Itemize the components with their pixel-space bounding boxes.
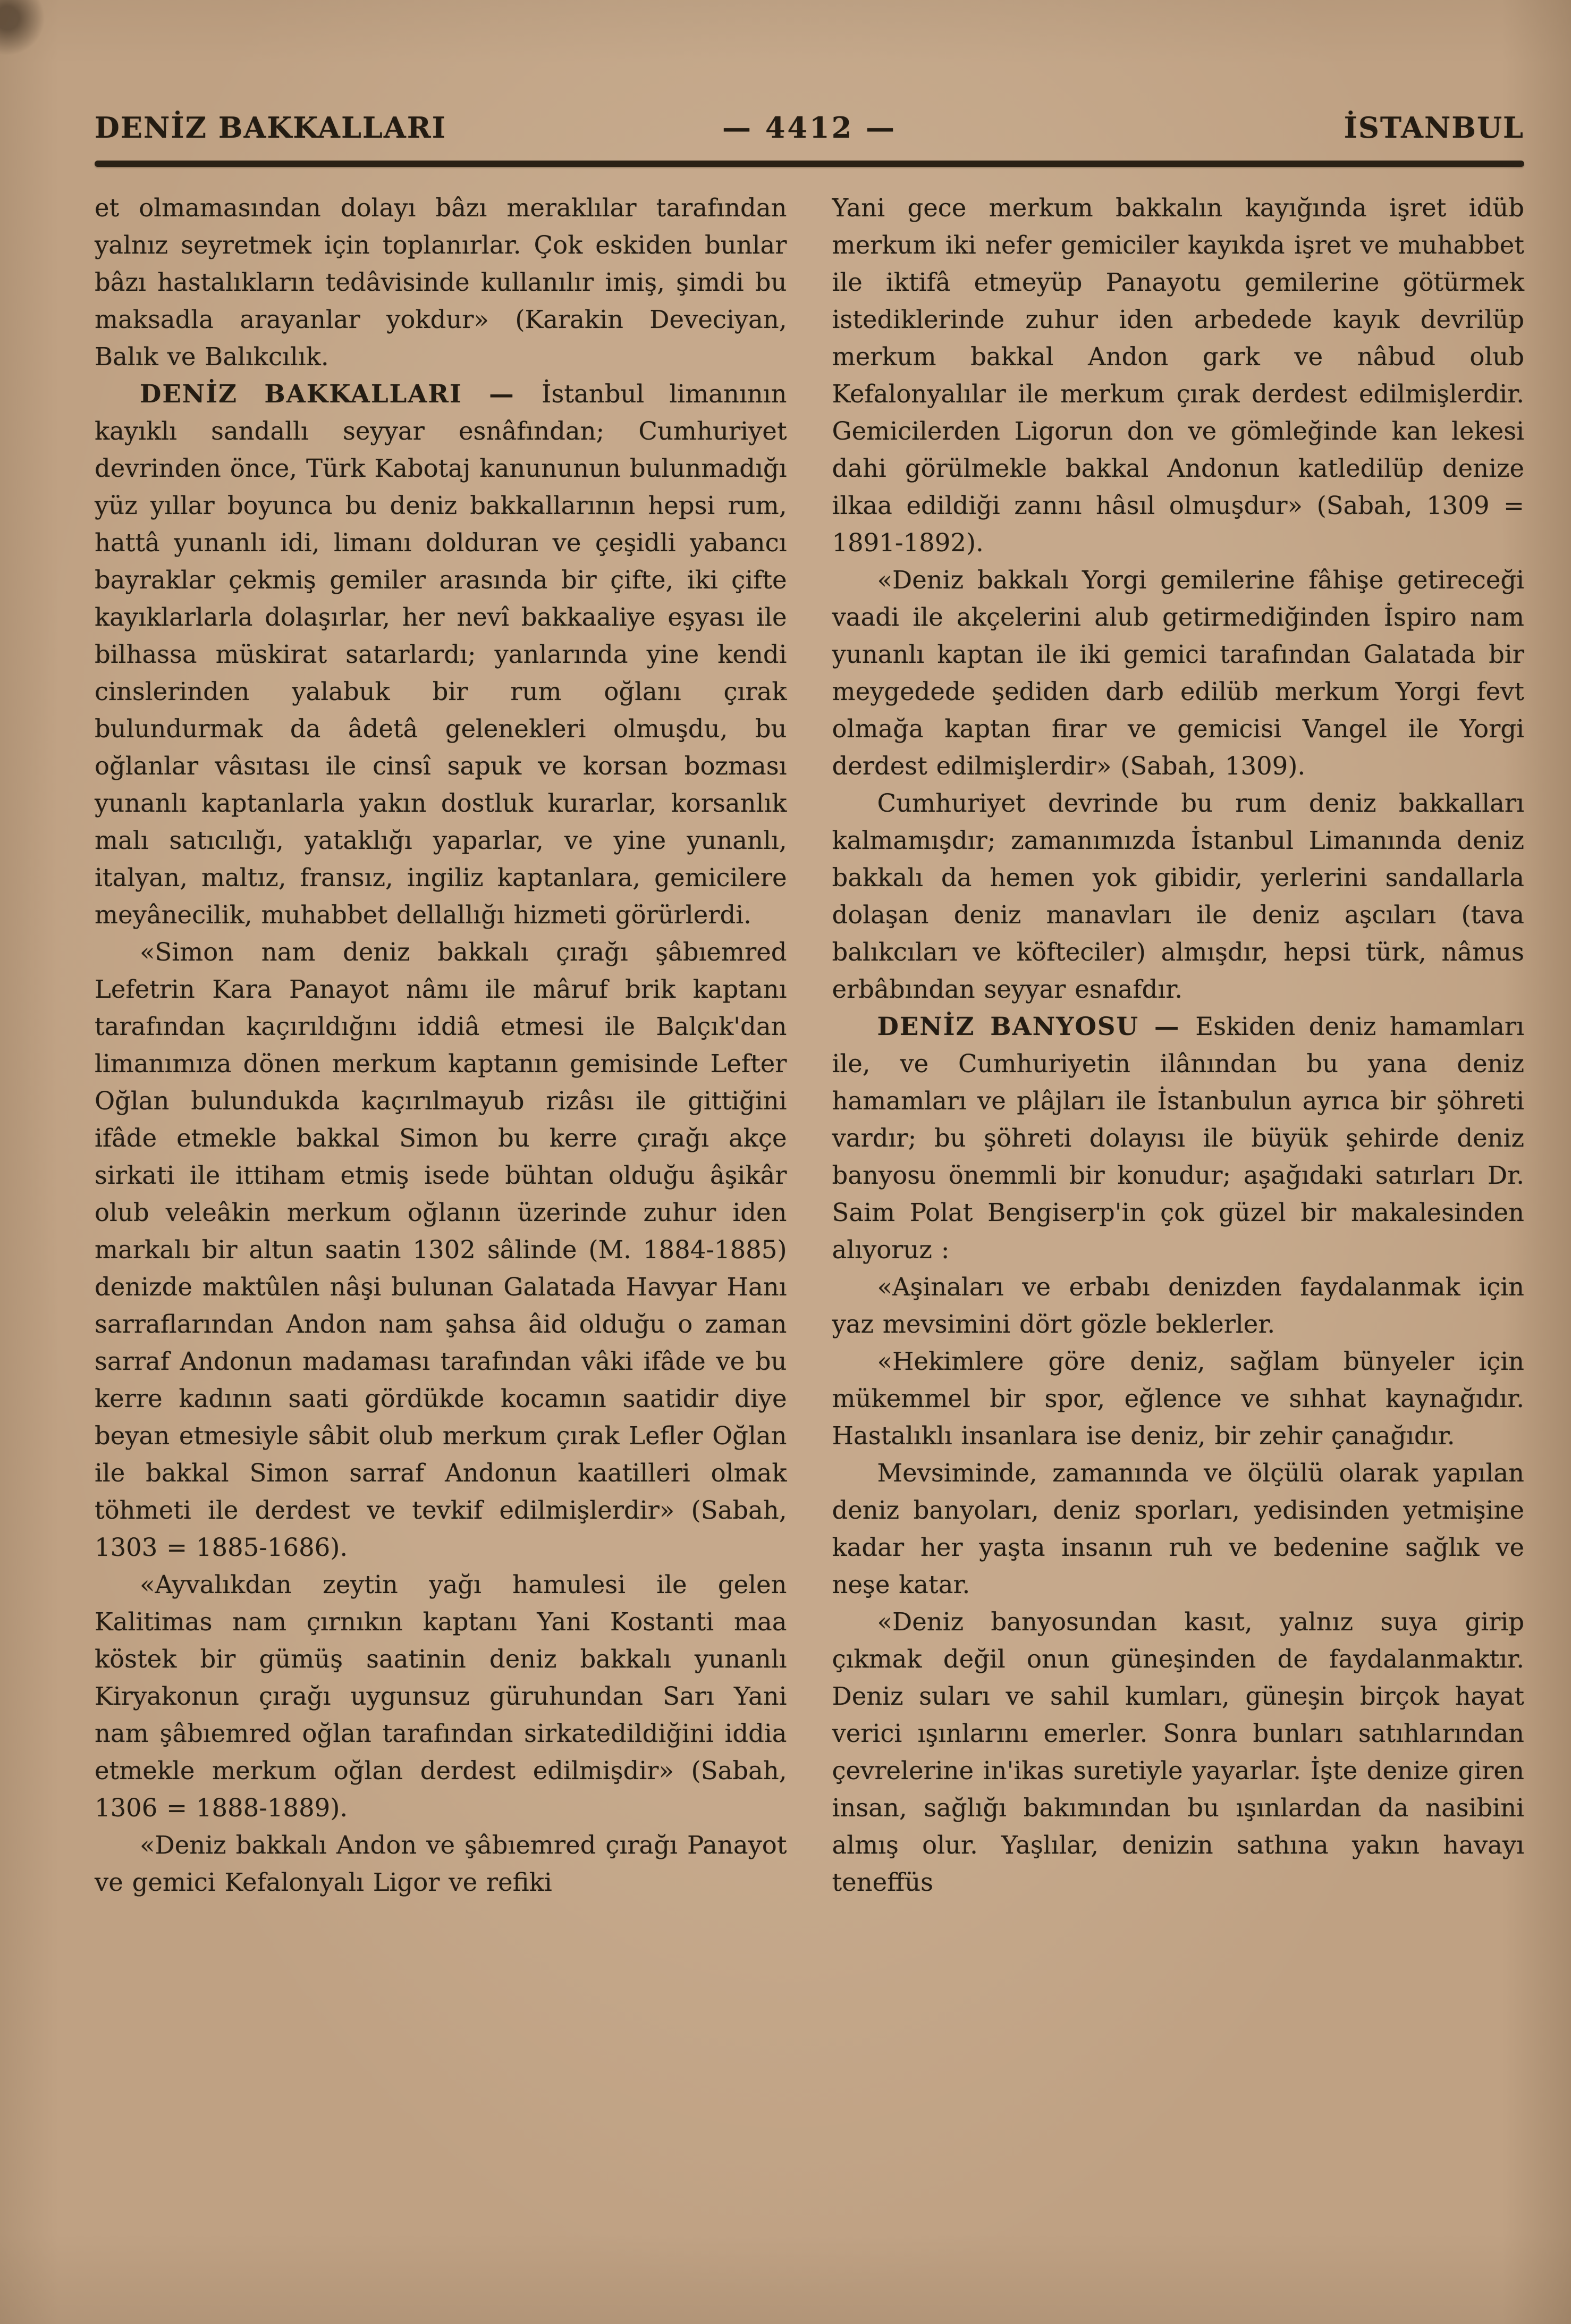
- entry-heading: DENİZ BAKKALLARI —: [140, 379, 542, 408]
- paragraph: [832, 561, 1525, 785]
- paragraph: [832, 785, 1525, 1008]
- paragraph-text: Eskiden deniz hamamları ile, ve Cumhuriyetin ilânından bu yana deniz hamamları ve plâjları ile İstanbulun ayrıca bir şöhreti vardır; bu şöhreti dolayısı ile büyük şehirde deniz banyosu önemmli bir konudur; aşağıdaki satırları Dr. Saim Polat Bengiserp'in çok güzel bir makalesinden alıyoruz :: [832, 1012, 1525, 1264]
- paragraph-text: et olmamasından dolayı bâzı meraklılar tarafından yalnız seyretmek için toplanırlar. Çok eskiden bunlar bâzı hastalıkların tedâvisinde kullanılır imiş, şimdi bu maksadla arayanlar yokdur» (Karakin Deveciyan, Balık ve Balıkcılık.: [95, 193, 787, 371]
- paragraph-text: Yani gece merkum bakkalın kayığında işret idüb merkum iki nefer gemiciler kayıkda işret ve muhabbet ile iktifâ etmeyüp Panayotu gemilerine götürmek istediklerinde zuhur iden arbedede kayık devrilüp merkum bakkal Andon gark ve nâbud olub Kefalonyalılar ile merkum çırak derdest edilmişlerdir. Gemicilerden Ligorun don ve gömleğinde kan lekesi dahi görülmekle bakkal Andonun katledilüp denize ilkaa edildiği zannı hâsıl olmuşdur» (Sabah, 1309 = 1891-1892).: [832, 193, 1524, 557]
- paragraph-text: «Aşinaları ve erbabı denizden faydalanmak için yaz mevsimini dört gözle beklerler.: [832, 1273, 1524, 1338]
- running-header: [95, 111, 1524, 145]
- running-title: DENİZ BAKKALLARI: [95, 111, 446, 145]
- paragraph-text: Mevsiminde, zamanında ve ölçülü olarak yapılan deniz banyoları, deniz sporları, yedisinden yetmişine kadar her yaşta insanın ruh ve bedenine sağlık ve neşe katar.: [832, 1459, 1524, 1599]
- paragraph-text: «Hekimlere göre deniz, sağlam bünyeler için mükemmel bir spor, eğlence ve sıhhat kaynağıdır. Hastalıklı insanlara ise deniz, bir zehir çanağıdır.: [832, 1347, 1524, 1450]
- paragraph: [95, 933, 787, 1566]
- header-rule: [95, 161, 1524, 167]
- paragraph-text: İstanbul limanının kayıklı sandallı seyyar esnâfından; Cumhuriyet devrinden önce, Türk Kabotaj kanununun bulunmadığı yüz yıllar boyunca bu deniz bakkallarının hepsi rum, hattâ yunanlı idi, limanı dolduran ve çeşidli yabancı bayraklar çekmiş gemiler arasında bir çifte, iki çifte kayıklarlarla dolaşırlar, her nevî bakkaaliye eşyası ile bilhassa müskirat satarlardı; yanlarında yine kendi cinslerinden yalabuk bir rum oğlanı çırak bulundurmak da âdetâ gelenekleri olmuşdu, bu oğlanlar vâsıtası ile cinsî sapuk ve korsan bozması yunanlı kaptanlarla yakın dostluk kurarlar, korsanlık malı satıcılığı, yataklığı yaparlar, ve yine yunanlı, italyan, maltız, fransız, ingiliz kaptanlara, gemicilere meyânecilik, muhabbet dellallığı hizmeti görürlerdi.: [95, 380, 787, 929]
- left-column: [95, 189, 787, 1901]
- right-column: [832, 189, 1525, 1901]
- text-columns: [95, 189, 1524, 1901]
- paragraph: [832, 1343, 1525, 1454]
- paragraph: [832, 1268, 1525, 1343]
- page-number: — 4412 —: [722, 111, 897, 145]
- paragraph-text: «Ayvalıkdan zeytin yağı hamulesi ile gelen Kalitimas nam çırnıkın kaptanı Yani Kostanti maa köstek bir gümüş saatinin deniz bakkalı yunanlı Kiryakonun çırağı uygunsuz güruhundan Sarı Yani nam şâbıemred oğlan tarafından sirkatedildiğini iddia etmekle merkum oğlan derdest edilmişdir» (Sabah, 1306 = 1888-1889).: [95, 1570, 787, 1822]
- running-city: İSTANBUL: [1344, 111, 1525, 145]
- paragraph-text: Cumhuriyet devrinde bu rum deniz bakkalları kalmamışdır; zamanımızda İstanbul Limanında deniz bakkalı da hemen yok gibidir, yerlerini sandallarla dolaşan deniz manavları ile deniz aşcıları (tava balıkcıları ve köfteciler) almışdır, hepsi türk, nâmus erbâbından seyyar esnafdır.: [832, 789, 1524, 1004]
- paragraph: [95, 1566, 787, 1826]
- paragraph-text: «Deniz banyosundan kasıt, yalnız suya girip çıkmak değil onun güneşinden de faydalanmaktır. Deniz suları ve sahil kumları, güneşin birçok hayat verici ışınlarını emerler. Sonra bunları satıhlarından çevrelerine in'ikas suretiyle yayarlar. İşte denize giren insan, sağlığı bakımından bu ışınlardan da nasibini almış olur. Yaşlılar, denizin sathına yakın havayı teneffüs: [832, 1607, 1524, 1897]
- entry-heading: DENİZ BANYOSU —: [877, 1012, 1196, 1041]
- paragraph: [832, 1008, 1525, 1268]
- paragraph-text: «Deniz bakkalı Andon ve şâbıemred çırağı Panayot ve gemici Kefalonyalı Ligor ve refiki: [95, 1831, 787, 1897]
- paragraph-text: «Deniz bakkalı Yorgi gemilerine fâhişe getireceği vaadi ile akçelerini alub getirmediğinden İspiro nam yunanlı kaptan ile iki gemici tarafından Galatada bir meygedede şediden darb edilüb merkum Yorgi fevt olmağa kaptan firar ve gemicisi Vangel ile Yorgi derdest edilmişlerdir» (Sabah, 1309).: [832, 566, 1524, 780]
- paragraph: [832, 1603, 1525, 1901]
- paragraph: [832, 1454, 1525, 1603]
- paragraph: [832, 189, 1525, 561]
- paragraph: [95, 1826, 787, 1901]
- paragraph-text: «Simon nam deniz bakkalı çırağı şâbıemred Lefetrin Kara Panayot nâmı ile mâruf brik kaptanı tarafından kaçırıldığını iddiâ etmesi ile Balçık'dan limanımıza dönen merkum kaptanın gemisinde Lefter Oğlan bulundukda kaçırılmayub rizâsı ile gittiğini ifâde etmekle bakkal Simon bu kerre çırağı akçe sirkati ile ittiham etmiş isede bühtan olduğu âşikâr olub veleâkin merkum oğlanın üzerinde zuhur iden markalı bir altun saatin 1302 sâlinde (M. 1884-1885) denizde maktûlen nâşi bulunan Galatada Havyar Hanı sarraflarından Andon nam şahsa âid olduğu o zaman sarraf Andonun madaması tarafından vâki ifâde ve bu kerre kadının saati gördükde kocamın saatidir diye beyan etmesiyle sâbit olub merkum çırak Lefler Oğlan ile bakkal Simon sarraf Andonun kaatilleri olmak töhmeti ile derdest ve tevkif edilmişlerdir» (Sabah, 1303 = 1885-1686).: [95, 938, 787, 1562]
- paragraph: [95, 189, 787, 375]
- paragraph: [95, 375, 787, 933]
